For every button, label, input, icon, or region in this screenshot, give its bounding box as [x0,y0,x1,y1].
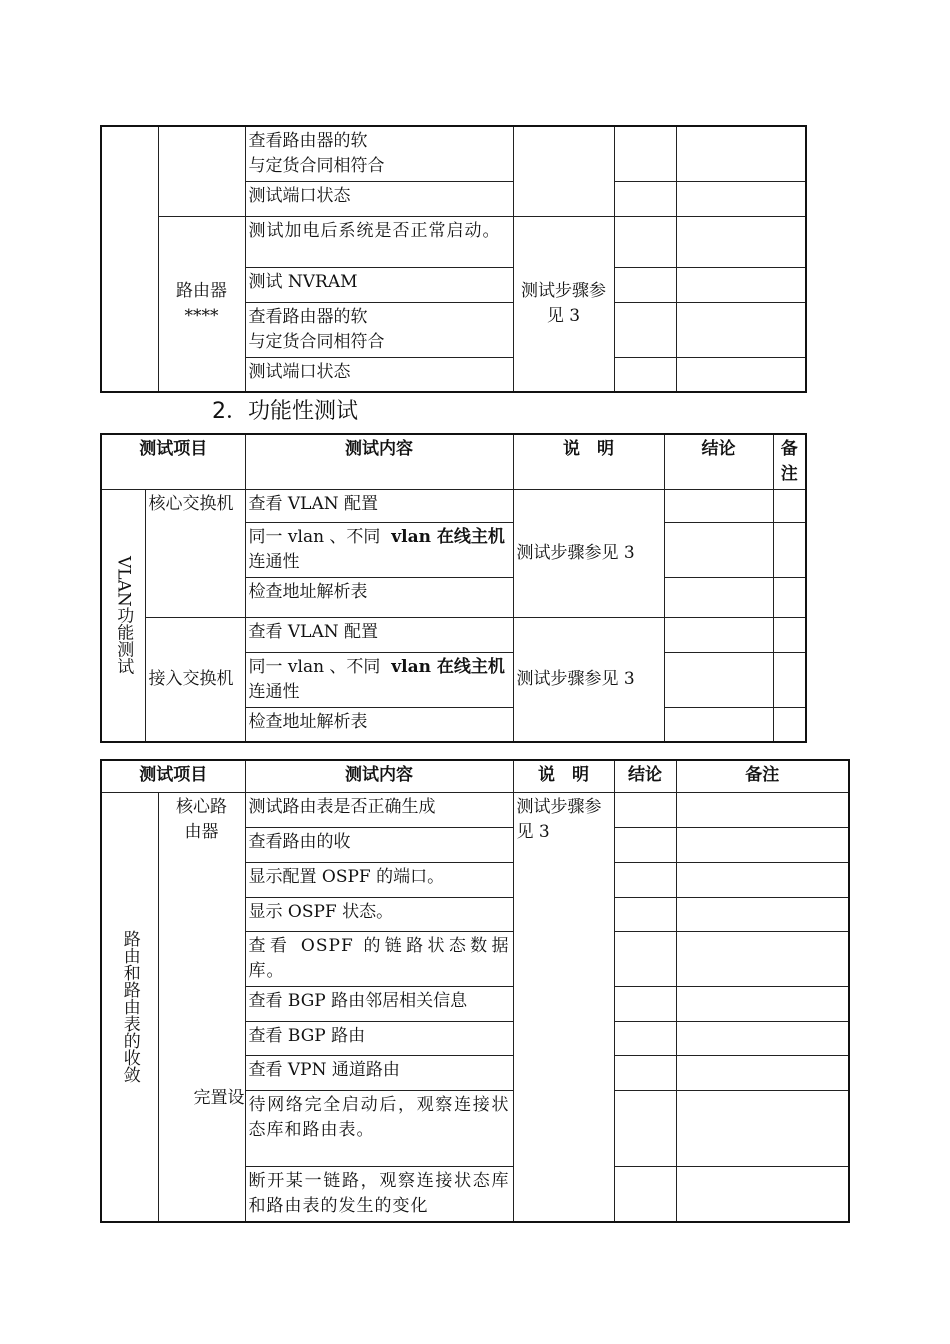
routing-group-label: 路由和路由表的收敛 [101,792,158,1222]
content-cell: 测试端口状态 [245,182,513,217]
result-cell [614,1166,676,1222]
note-cell: 测试步骤参见 3 [513,618,664,742]
remark-cell [676,303,806,358]
content-cell: 显示配置 OSPF 的端口。 [245,862,513,897]
content-cell: 显示 OSPF 状态。 [245,897,513,931]
content-cell: 查看 BGP 路由 [245,1021,513,1055]
result-cell [614,358,676,392]
vlan-group-label: VLAN功能测试 [101,490,145,742]
access-switch-label: 接入交换机 [145,618,245,742]
content-cell: 查看路由器的软 与定货合同相符合 [245,303,513,358]
header-desc: 说 明 [513,434,664,490]
result-cell [614,217,676,268]
remark-cell [773,523,806,578]
content-cell: 查看 OSPF 的链路状态数据库。 [245,931,513,986]
remark-cell [773,618,806,653]
remark-cell [676,897,849,931]
remark-cell [676,862,849,897]
header-result: 结论 [664,434,773,490]
result-cell [614,897,676,931]
result-cell [614,1021,676,1055]
content-cell: 查看路由器的软 与定货合同相符合 [245,126,513,182]
header-item: 测试项目 [101,434,245,490]
router-test-table [100,125,807,393]
content-cell: 查看 VPN 通道路由 [245,1055,513,1090]
content-cell: 查看 BGP 路由邻居相关信息 [245,986,513,1021]
remark-cell [676,268,806,303]
result-cell [664,618,773,653]
result-cell [614,126,676,182]
header-content: 测试内容 [245,434,513,490]
remark-cell [676,358,806,392]
remark-cell [676,182,806,217]
remark-cell [676,986,849,1021]
content-cell: 检查地址解析表 [245,578,513,618]
routing-test-table [100,759,850,1223]
result-cell [614,931,676,986]
router-label: 路由器 **** [158,217,245,392]
note-cell: 测试步骤参见 3 [513,792,614,1222]
result-cell [614,827,676,862]
remark-cell [773,490,806,523]
content-cell: 查看 VLAN 配置 [245,618,513,653]
result-cell [614,792,676,827]
remark-cell [676,931,849,986]
result-cell [614,182,676,217]
content-cell: 查看 VLAN 配置 [245,490,513,523]
remark-cell [676,217,806,268]
content-cell: 测试路由表是否正确生成 [245,792,513,827]
remark-cell [676,1166,849,1222]
result-cell [664,523,773,578]
result-cell [614,1090,676,1166]
content-cell: 同一 vlan 、不同 vlan 在线主机 连通性 [245,523,513,578]
result-cell [614,986,676,1021]
result-cell [614,303,676,358]
header-result: 结论 [614,760,676,792]
header-content: 测试内容 [245,760,513,792]
remark-cell [676,1055,849,1090]
result-cell [614,268,676,303]
remark-cell [773,653,806,708]
note-cell: 测试步骤参见 3 [513,490,664,618]
content-cell: 测试 NVRAM [245,268,513,303]
content-cell: 断开某一链路，观察连接状态库和路由表的发生的变化 [245,1166,513,1222]
result-cell [614,862,676,897]
remark-cell [773,578,806,618]
config-done-label: 完置设 [193,1087,245,1108]
content-cell: 检查地址解析表 [245,708,513,742]
result-cell [614,1055,676,1090]
core-router-label: 核心路由器 完置设 [158,792,245,1222]
vlan-test-table [100,433,807,743]
header-item: 测试项目 [101,760,245,792]
note-cell: 测试步骤参见 3 [513,217,614,392]
note-cell [513,126,614,217]
content-cell: 待网络完全启动后，观察连接状态库和路由表。 [245,1090,513,1166]
header-desc: 说 明 [513,760,614,792]
header-remark: 备注 [773,434,806,490]
content-cell: 测试加电后系统是否正常启动。 [245,217,513,268]
group-cell [101,126,158,392]
remark-cell [676,1021,849,1055]
section-heading: 2．功能性测试 [212,399,358,424]
result-cell [664,490,773,523]
remark-cell [676,126,806,182]
remark-cell [773,708,806,742]
remark-cell [676,1090,849,1166]
device-cell [158,126,245,217]
header-remark: 备注 [676,760,849,792]
result-cell [664,578,773,618]
result-cell [664,653,773,708]
remark-cell [676,792,849,827]
result-cell [664,708,773,742]
content-cell: 测试端口状态 [245,358,513,392]
remark-cell [676,827,849,862]
core-switch-label: 核心交换机 [145,490,245,618]
content-cell: 查看路由的收 [245,827,513,862]
content-cell: 同一 vlan 、不同 vlan 在线主机 连通性 [245,653,513,708]
